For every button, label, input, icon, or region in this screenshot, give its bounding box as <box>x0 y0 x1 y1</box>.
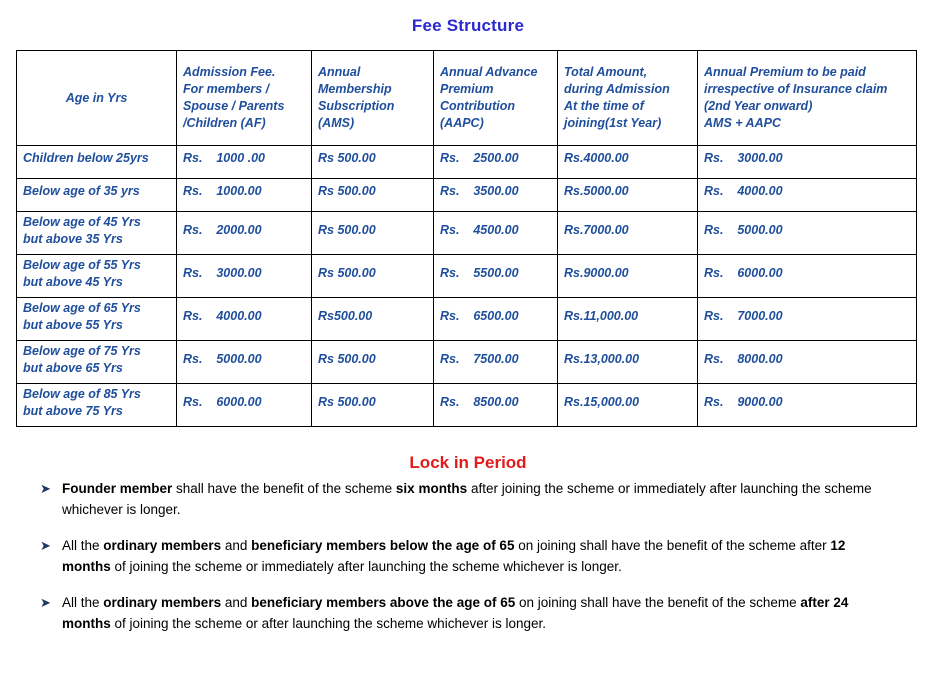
fee-structure-title: Fee Structure <box>411 16 525 35</box>
cell-annual-premium: Rs. 6000.00 <box>698 255 917 298</box>
cell-total-amount: Rs.13,000.00 <box>558 341 698 384</box>
cell-annual-advance-premium: Rs. 7500.00 <box>434 341 558 384</box>
cell-age: Below age of 75 Yrs but above 65 Yrs <box>17 341 177 384</box>
cell-admission-fee: Rs. 5000.00 <box>177 341 312 384</box>
cell-age: Below age of 35 yrs <box>17 179 177 212</box>
cell-total-amount: Rs.4000.00 <box>558 146 698 179</box>
table-row <box>17 179 917 212</box>
cell-age: Below age of 45 Yrs but above 35 Yrs <box>17 212 177 255</box>
cell-admission-fee: Rs. 6000.00 <box>177 384 312 427</box>
fee-structure-table <box>16 50 917 427</box>
table-row <box>17 384 917 427</box>
table-row <box>17 255 917 298</box>
cell-age: Below age of 85 Yrs but above 75 Yrs <box>17 384 177 427</box>
cell-total-amount: Rs.5000.00 <box>558 179 698 212</box>
cell-age: Below age of 55 Yrs but above 45 Yrs <box>17 255 177 298</box>
lock-in-period-title: Lock in Period <box>409 453 527 472</box>
cell-total-amount: Rs.7000.00 <box>558 212 698 255</box>
column-header-admission-fee: Admission Fee. For members / Spouse / Parents /Children (AF) <box>177 51 312 146</box>
bullet-arrow-icon: ➤ <box>40 481 51 496</box>
cell-admission-fee: Rs. 3000.00 <box>177 255 312 298</box>
cell-admission-fee: Rs. 1000.00 <box>177 179 312 212</box>
cell-annual-advance-premium: Rs. 8500.00 <box>434 384 558 427</box>
cell-annual-advance-premium: Rs. 5500.00 <box>434 255 558 298</box>
cell-annual-advance-premium: Rs. 4500.00 <box>434 212 558 255</box>
table-row <box>17 212 917 255</box>
cell-annual-membership: Rs500.00 <box>312 298 434 341</box>
list-item-text: Founder member shall have the benefit of the scheme six months after joining the scheme or immediately after launching the scheme whichever is longer. <box>62 481 872 517</box>
cell-annual-premium: Rs. 9000.00 <box>698 384 917 427</box>
cell-total-amount: Rs.9000.00 <box>558 255 698 298</box>
list-item <box>38 479 896 520</box>
cell-annual-membership: Rs 500.00 <box>312 255 434 298</box>
column-header-annual-advance-premium: Annual Advance Premium Contribution (AAPC) <box>434 51 558 146</box>
cell-age: Children below 25yrs <box>17 146 177 179</box>
cell-age: Below age of 65 Yrs but above 55 Yrs <box>17 298 177 341</box>
column-header-age: Age in Yrs <box>17 51 177 146</box>
list-item <box>38 593 896 634</box>
cell-admission-fee: Rs. 1000 .00 <box>177 146 312 179</box>
cell-admission-fee: Rs. 4000.00 <box>177 298 312 341</box>
cell-annual-premium: Rs. 4000.00 <box>698 179 917 212</box>
document-page <box>0 16 936 698</box>
cell-annual-advance-premium: Rs. 3500.00 <box>434 179 558 212</box>
table-row <box>17 341 917 384</box>
cell-annual-membership: Rs 500.00 <box>312 212 434 255</box>
lock-in-period-list <box>38 479 896 634</box>
cell-annual-premium: Rs. 7000.00 <box>698 298 917 341</box>
table-header-row <box>17 51 917 146</box>
cell-total-amount: Rs.11,000.00 <box>558 298 698 341</box>
cell-admission-fee: Rs. 2000.00 <box>177 212 312 255</box>
table-row <box>17 146 917 179</box>
cell-total-amount: Rs.15,000.00 <box>558 384 698 427</box>
table-row <box>17 298 917 341</box>
table-header <box>17 51 917 146</box>
column-header-annual-membership: Annual Membership Subscription (AMS) <box>312 51 434 146</box>
cell-annual-premium: Rs. 5000.00 <box>698 212 917 255</box>
column-header-annual-premium: Annual Premium to be paid irrespective of Insurance claim (2nd Year onward) AMS + AAPC <box>698 51 917 146</box>
cell-annual-advance-premium: Rs. 2500.00 <box>434 146 558 179</box>
cell-annual-membership: Rs 500.00 <box>312 384 434 427</box>
cell-annual-membership: Rs 500.00 <box>312 146 434 179</box>
bullet-arrow-icon: ➤ <box>40 538 51 554</box>
list-item-text: All the ordinary members and beneficiary members above the age of 65 on joining shall have the benefit of the scheme after 24 months of joining the scheme or after launching the scheme whichever is longer. <box>62 595 849 631</box>
table-body <box>17 146 917 427</box>
cell-annual-advance-premium: Rs. 6500.00 <box>434 298 558 341</box>
list-item-text: All the ordinary members and beneficiary members below the age of 65 on joining shall have the benefit of the scheme after 12 months of joining the scheme or immediately after launching the scheme whichever is longer. <box>62 538 846 574</box>
cell-annual-premium: Rs. 3000.00 <box>698 146 917 179</box>
bullet-arrow-icon: ➤ <box>40 595 51 611</box>
cell-annual-membership: Rs 500.00 <box>312 341 434 384</box>
list-item <box>38 536 896 577</box>
cell-annual-premium: Rs. 8000.00 <box>698 341 917 384</box>
column-header-total-amount: Total Amount, during Admission At the time of joining(1st Year) <box>558 51 698 146</box>
cell-annual-membership: Rs 500.00 <box>312 179 434 212</box>
